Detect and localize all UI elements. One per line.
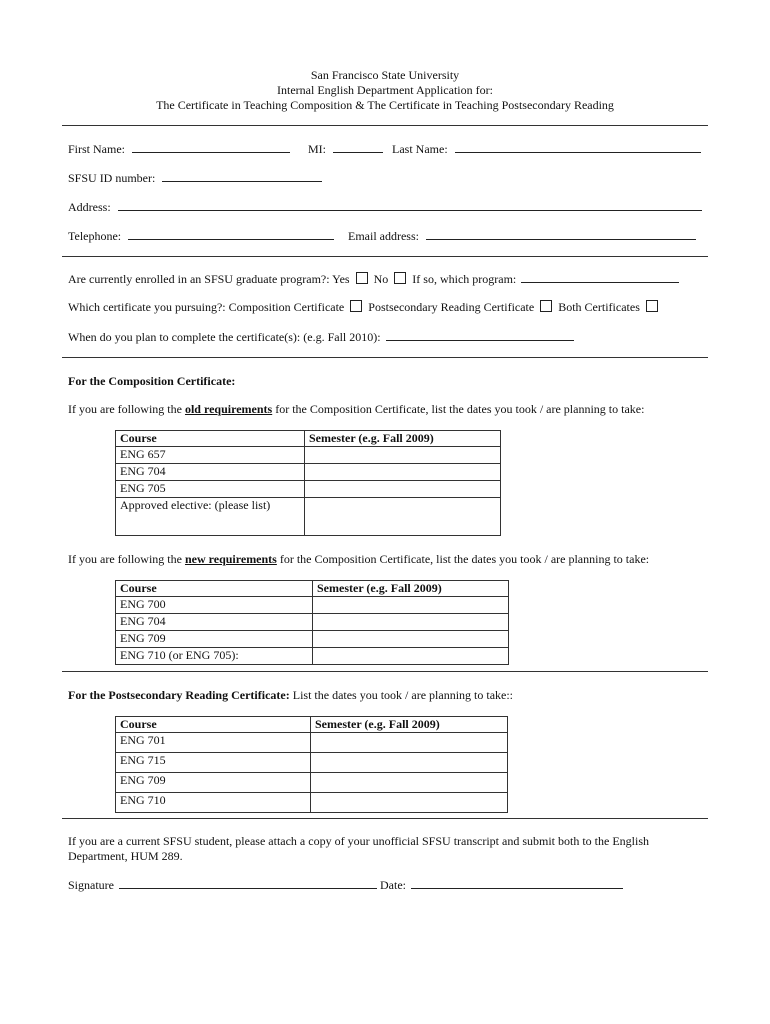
course-cell: ENG 657 — [116, 447, 305, 464]
mi-field[interactable] — [333, 141, 383, 153]
email-field[interactable] — [426, 228, 696, 240]
course-cell: ENG 709 — [116, 773, 311, 793]
both-label: Both Certificates — [558, 300, 640, 314]
composition-checkbox[interactable] — [350, 300, 362, 312]
completion-question: When do you plan to complete the certificate(s): (e.g. Fall 2010): — [68, 330, 381, 344]
new-requirements-link[interactable]: new requirements — [184, 552, 277, 566]
mi-label: MI: — [308, 142, 326, 156]
no-label: No — [373, 272, 389, 286]
divider — [62, 818, 708, 819]
reading-instruction: List the dates you took / are planning to take:: — [292, 688, 514, 702]
reading-table — [115, 716, 508, 813]
telephone-field[interactable] — [128, 228, 334, 240]
old-requirements-instruction — [68, 402, 644, 417]
col-semester: Semester (e.g. Fall 2009) — [305, 431, 501, 447]
enrolled-question: Are currently enrolled in an SFSU graduate program?: Yes — [68, 272, 350, 286]
col-course: Course — [116, 717, 311, 733]
if-so-label: If so, which program: — [412, 272, 517, 286]
address-row — [68, 199, 702, 215]
first-name-row — [68, 141, 290, 157]
first-name-field[interactable] — [132, 141, 290, 153]
col-semester: Semester (e.g. Fall 2009) — [313, 581, 509, 597]
postsecondary-label: Postsecondary Reading Certificate — [368, 300, 535, 314]
sfsu-id-row — [68, 170, 322, 186]
mi-row — [308, 141, 383, 157]
semester-cell[interactable] — [313, 614, 509, 631]
course-cell: ENG 710 — [116, 793, 311, 813]
signature-row — [68, 877, 623, 893]
which-certificate-question: Which certificate you pursuing?: Composition Certificate — [68, 300, 345, 314]
course-cell: ENG 705 — [116, 481, 305, 498]
course-cell: ENG 709 — [116, 631, 313, 648]
col-semester: Semester (e.g. Fall 2009) — [311, 717, 508, 733]
new-requirements-instruction — [68, 552, 649, 567]
semester-cell[interactable] — [313, 631, 509, 648]
date-label: Date: — [380, 878, 406, 892]
semester-cell[interactable] — [311, 793, 508, 813]
which-certificate-row — [68, 300, 661, 315]
new-prefix: If you are following the — [68, 552, 182, 566]
col-course: Course — [116, 431, 305, 447]
header-university: San Francisco State University — [310, 68, 460, 82]
semester-cell[interactable] — [305, 498, 501, 536]
address-field[interactable] — [118, 199, 702, 211]
completion-field[interactable] — [386, 329, 574, 341]
course-cell: Approved elective: (please list) — [116, 498, 305, 536]
composition-title: For the Composition Certificate: — [68, 374, 236, 388]
new-suffix: for the Composition Certificate, list the dates you took / are planning to take: — [279, 552, 650, 566]
course-cell: ENG 700 — [116, 597, 313, 614]
new-requirements-table — [115, 580, 509, 665]
date-field[interactable] — [411, 877, 623, 889]
sfsu-id-label: SFSU ID number: — [68, 171, 156, 185]
transcript-note: If you are a current SFSU student, please attach a copy of your unofficial SFSU transcript and submit both to the English Department, HUM 289. — [68, 834, 649, 863]
old-prefix: If you are following the — [68, 402, 182, 416]
course-cell: ENG 701 — [116, 733, 311, 753]
signature-field[interactable] — [119, 877, 377, 889]
enrolled-row — [68, 271, 679, 287]
semester-cell[interactable] — [305, 481, 501, 498]
both-checkbox[interactable] — [646, 300, 658, 312]
course-cell: ENG 704 — [116, 614, 313, 631]
semester-cell[interactable] — [305, 447, 501, 464]
reading-heading — [68, 688, 513, 703]
semester-cell[interactable] — [313, 597, 509, 614]
email-row — [348, 228, 696, 244]
divider — [62, 256, 708, 257]
semester-cell[interactable] — [311, 733, 508, 753]
sfsu-id-field[interactable] — [162, 170, 322, 182]
course-cell: ENG 704 — [116, 464, 305, 481]
postsecondary-checkbox[interactable] — [540, 300, 552, 312]
course-cell: ENG 710 (or ENG 705): — [116, 648, 313, 665]
semester-cell[interactable] — [313, 648, 509, 665]
divider — [62, 125, 708, 126]
telephone-label: Telephone: — [68, 229, 122, 243]
signature-label: Signature — [68, 878, 114, 892]
semester-cell[interactable] — [311, 773, 508, 793]
reading-title: For the Postsecondary Reading Certificate: — [68, 688, 290, 702]
old-suffix: for the Composition Certificate, list the dates you took / are planning to take: — [275, 402, 645, 416]
semester-cell[interactable] — [311, 753, 508, 773]
header-certificates: The Certificate in Teaching Composition & The Certificate in Teaching Postsecondary Reading — [156, 98, 614, 112]
telephone-row — [68, 228, 334, 244]
col-course: Course — [116, 581, 313, 597]
yes-checkbox[interactable] — [356, 272, 368, 284]
header-application: Internal English Department Application for: — [277, 83, 493, 97]
last-name-row — [392, 141, 701, 157]
old-requirements-link[interactable]: old requirements — [184, 402, 273, 416]
semester-cell[interactable] — [305, 464, 501, 481]
program-field[interactable] — [521, 271, 679, 283]
course-cell: ENG 715 — [116, 753, 311, 773]
email-label: Email address: — [348, 229, 419, 243]
divider — [62, 357, 708, 358]
last-name-label: Last Name: — [392, 142, 448, 156]
completion-row — [68, 329, 574, 345]
no-checkbox[interactable] — [394, 272, 406, 284]
first-name-label: First Name: — [68, 142, 125, 156]
last-name-field[interactable] — [455, 141, 701, 153]
address-label: Address: — [68, 200, 111, 214]
divider — [62, 671, 708, 672]
old-requirements-table — [115, 430, 501, 536]
